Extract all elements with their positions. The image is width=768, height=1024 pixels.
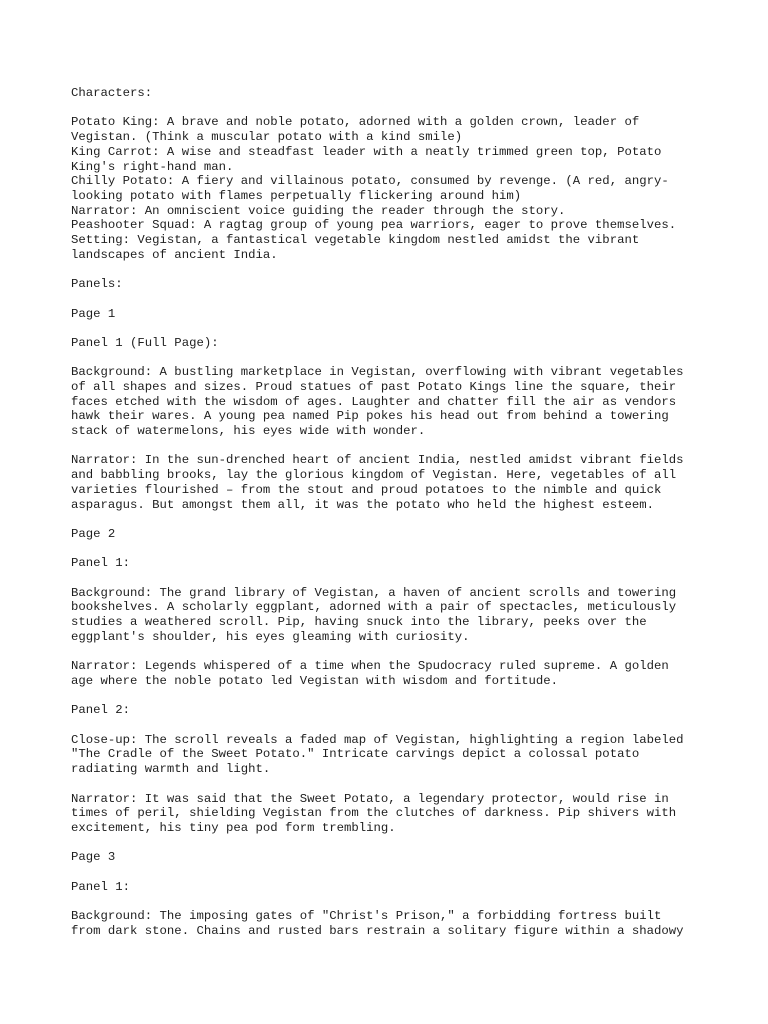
text-paragraph	[71, 453, 711, 512]
text-line: Peashooter Squad: A ragtag group of young pea warriors, eager to prove themselves.	[71, 218, 677, 233]
text-line: Background: A bustling marketplace in Vegistan, overflowing with vibrant vegetables	[71, 365, 684, 380]
text-line: stack of watermelons, his eyes wide with wonder.	[71, 424, 426, 439]
text-paragraph	[71, 527, 711, 542]
text-paragraph	[71, 880, 711, 895]
text-paragraph	[71, 86, 711, 101]
text-line: Narrator: It was said that the Sweet Potato, a legendary protector, would rise in	[71, 791, 669, 806]
text-paragraph	[71, 556, 711, 571]
text-line: excitement, his tiny pea pod form trembling.	[71, 820, 396, 835]
text-line: Panels:	[71, 277, 123, 292]
text-paragraph	[71, 586, 711, 645]
text-line: Setting: Vegistan, a fantastical vegetable kingdom nestled amidst the vibrant	[71, 233, 640, 248]
text-line: Vegistan. (Think a muscular potato with a kind smile)	[71, 130, 463, 145]
text-line: Narrator: An omniscient voice guiding the reader through the story.	[71, 203, 566, 218]
text-line: Panel 1:	[71, 556, 131, 571]
text-paragraph	[71, 909, 711, 938]
text-line: Panel 2:	[71, 703, 131, 718]
text-line: Characters:	[71, 86, 153, 100]
text-line: varieties flourished – from the stout and proud potatoes to the nimble and quick	[71, 482, 662, 497]
text-paragraph	[71, 792, 711, 836]
text-paragraph	[71, 659, 711, 688]
text-line: King's right-hand man.	[71, 159, 234, 174]
text-line: landscapes of ancient India.	[71, 247, 278, 262]
text-line: Panel 1:	[71, 879, 131, 894]
text-line: and babbling brooks, lay the glorious kingdom of Vegistan. Here, vegetables of all	[71, 468, 677, 483]
text-line: "The Cradle of the Sweet Potato." Intricate carvings depict a colossal potato	[71, 747, 640, 762]
document-page	[71, 86, 711, 953]
text-line: faces etched with the wisdom of ages. Laughter and chatter fill the air as vendors	[71, 394, 677, 409]
text-line: Page 3	[71, 850, 116, 865]
text-paragraph	[71, 336, 711, 351]
text-line: Background: The grand library of Vegistan, a haven of ancient scrolls and towering	[71, 585, 677, 600]
text-line: Narrator: Legends whispered of a time when the Spudocracy ruled supreme. A golden	[71, 659, 669, 674]
text-line: Chilly Potato: A fiery and villainous potato, consumed by revenge. (A red, angry-	[71, 174, 669, 189]
text-line: eggplant's shoulder, his eyes gleaming with curiosity.	[71, 629, 470, 644]
text-paragraph	[71, 115, 711, 262]
text-line: Page 1	[71, 306, 116, 321]
text-line: Background: The imposing gates of "Christ's Prison," a forbidding fortress built	[71, 909, 662, 924]
text-paragraph	[71, 703, 711, 718]
text-line: times of peril, shielding Vegistan from the clutches of darkness. Pip shivers with	[71, 806, 677, 821]
text-line: Narrator: In the sun-drenched heart of ancient India, nestled amidst vibrant fields	[71, 453, 684, 468]
text-line: looking potato with flames perpetually flickering around him)	[71, 188, 522, 203]
text-paragraph	[71, 733, 711, 777]
text-line: studies a weathered scroll. Pip, having snuck into the library, peeks over the	[71, 615, 647, 630]
text-line: King Carrot: A wise and steadfast leader with a neatly trimmed green top, Potato	[71, 144, 662, 159]
text-paragraph	[71, 277, 711, 292]
text-line: Panel 1 (Full Page):	[71, 335, 219, 350]
text-paragraph	[71, 850, 711, 865]
text-line: Page 2	[71, 526, 116, 541]
text-line: age where the noble potato led Vegistan with wisdom and fortitude.	[71, 673, 559, 688]
text-line: Potato King: A brave and noble potato, adorned with a golden crown, leader of	[71, 115, 640, 130]
text-line: hawk their wares. A young pea named Pip pokes his head out from behind a towering	[71, 409, 669, 424]
text-line: asparagus. But amongst them all, it was the potato who held the highest esteem.	[71, 497, 654, 512]
text-line: of all shapes and sizes. Proud statues of past Potato Kings line the square, their	[71, 379, 677, 394]
text-paragraph	[71, 365, 711, 439]
text-paragraph	[71, 307, 711, 322]
text-line: Close-up: The scroll reveals a faded map of Vegistan, highlighting a region labeled	[71, 732, 684, 747]
text-line: from dark stone. Chains and rusted bars restrain a solitary figure within a shadowy	[71, 923, 684, 938]
text-line: radiating warmth and light.	[71, 762, 271, 777]
text-line: bookshelves. A scholarly eggplant, adorned with a pair of spectacles, meticulously	[71, 600, 677, 615]
